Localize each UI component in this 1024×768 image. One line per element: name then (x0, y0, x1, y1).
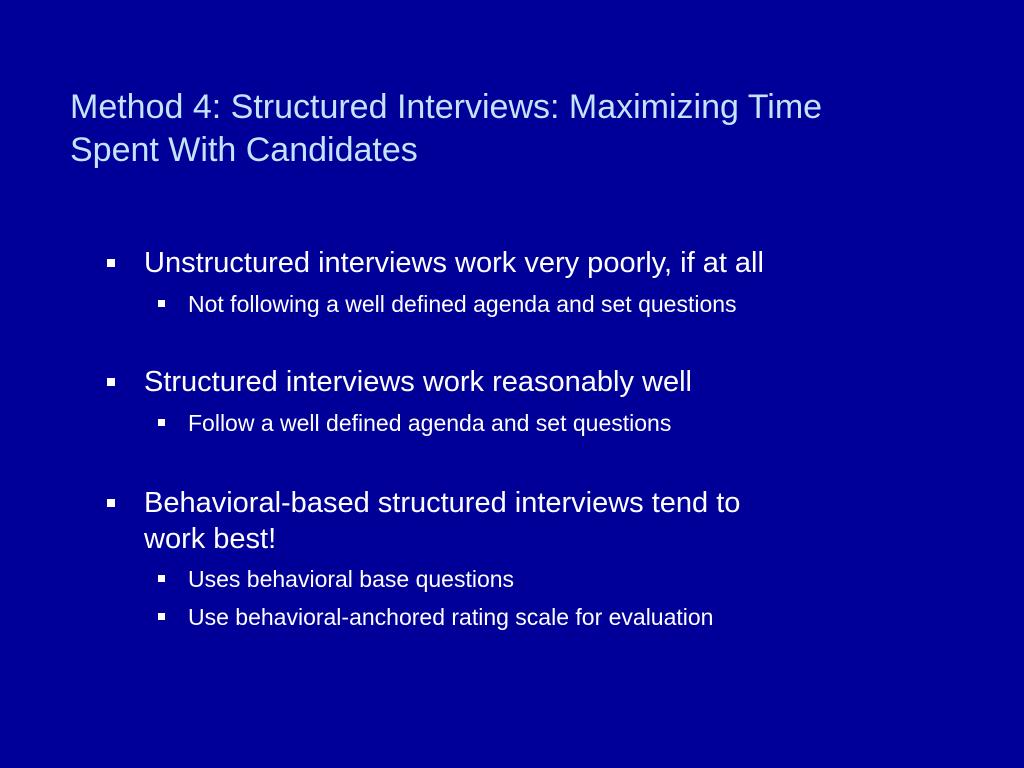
sub-bullet-text: Use behavioral-anchored rating scale for evaluation (188, 604, 714, 630)
square-bullet-icon (158, 419, 165, 426)
sub-bullet-text: Follow a well defined agenda and set questions (188, 410, 672, 436)
square-bullet-icon (107, 499, 115, 507)
square-bullet-icon (107, 259, 115, 267)
slide-title-line-1: Method 4: Structured Interviews: Maximizing Time (70, 88, 823, 126)
square-bullet-icon (158, 613, 165, 620)
slide-title-line-2: Spent With Candidates (70, 131, 418, 169)
sub-bullet-text: Not following a well defined agenda and set questions (188, 291, 737, 317)
square-bullet-icon (158, 575, 165, 582)
bullet-text-line-2: work best! (144, 523, 277, 555)
square-bullet-icon (158, 300, 165, 307)
sub-bullet-text: Uses behavioral base questions (188, 566, 515, 592)
square-bullet-icon (107, 378, 115, 386)
bullet-text: Unstructured interviews work very poorly, if at all (144, 247, 764, 279)
bullet-text: Structured interviews work reasonably well (144, 366, 692, 398)
bullet-text-line-1: Behavioral-based structured interviews tend to (144, 487, 741, 519)
